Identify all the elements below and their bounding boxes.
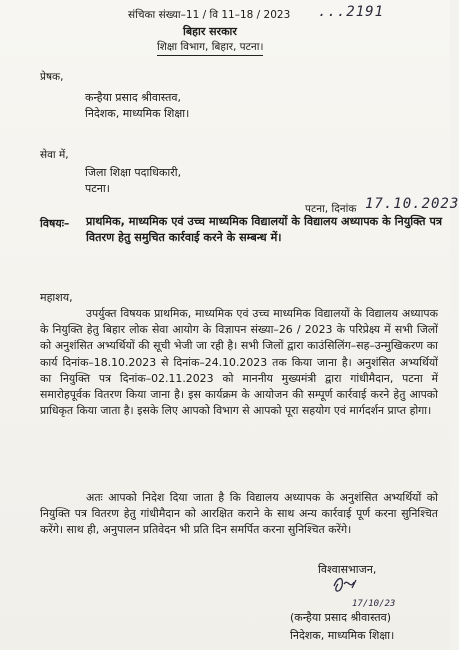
signatory-designation: निदेशक, माध्यमिक शिक्षा।: [290, 629, 395, 642]
recipient-place: पटना।: [85, 182, 110, 195]
recipient-name: जिला शिक्षा पदाधिकारी,: [85, 166, 182, 179]
government-heading: बिहार सरकार: [183, 25, 237, 38]
handwritten-date: 17.10.2023: [365, 196, 459, 212]
signature-date: 17/10/23: [352, 599, 396, 609]
sender-name: कन्हैया प्रसाद श्रीवास्तव,: [85, 91, 181, 104]
subject-label: विषयः–: [40, 217, 70, 230]
department-heading: शिक्षा विभाग, बिहार, पटना।: [157, 40, 263, 56]
sender-designation: निदेशक, माध्यमिक शिक्षा।: [85, 107, 190, 120]
signatory-name: (कन्हैया प्रसाद श्रीवास्तव): [290, 611, 392, 624]
body-paragraph-2: अतः आपको निदेश दिया जाता है कि विद्यालय अध्यापक के अनुशंसित अभ्यर्थियों को नियुक्ति पत्र वितरण हेतु गांधीमैदान को आरक्षित कराने के साथ अन्य कार्रवाई पूर्ण करना सुनिश्चित करेंगे। साथ ही, अनुपालन प्रतिवेदन भी प्रति दिन समर्पित करना सुनिश्चित करेंगे।: [40, 491, 438, 537]
valediction: विश्वासभाजन,: [318, 563, 377, 576]
sender-label: प्रेषक,: [40, 71, 64, 83]
date-label: पटना, दिनांक: [305, 203, 357, 215]
signature-image: [330, 572, 396, 612]
recipient-label: सेवा में,: [40, 149, 69, 161]
handwritten-reference: ...2191: [318, 4, 385, 20]
subject-text: प्राथमिक, माध्यमिक एवं उच्च माध्यमिक विद्यालयों के विद्यालय अध्यापक के नियुक्ति पत्र वितरण हेतु समुचित कार्रवाई करने के सम्बन्ध में।: [86, 215, 442, 244]
salutation: महाशय,: [40, 291, 73, 304]
reference-number: संचिका संख्या–11 / वि 11–18 / 2023: [128, 9, 291, 21]
body-paragraph-1: उपर्युक्त विषयक प्राथमिक, माध्यमिक एवं उच्च माध्यमिक विद्यालयों के विद्यालय अध्यापक के नियुक्ति हेतु बिहार लोक सेवा आयोग के विज्ञापन संख्या–26 / 2023 के परिप्रेक्ष्य में सभी जिलों को अनुशंसित अभ्यर्थियों की सूची भेजी जा रही है। सभी जिलों द्वारा काउंसिलिंग–सह–उन्मुखिकरण का कार्य दिनांक–18.10.2023 से दिनांक–24.10.2023 तक किया जाना है। अनुशंसित अभ्यर्थियों का नियुक्ति पत्र दिनांक–02.11.2023 को माननीय मुख्यमंत्री द्वारा गांधीमैदान, पटना में समारोहपूर्वक वितरण किया जाना है। इस कार्यक्रम के आयोजन की सम्पूर्ण कार्रवाई करने हेतु आपको प्राधिकृत किया जाता है। इसके लिए आपको विभाग से आपको पूरा सहयोग एवं मार्गदर्शन प्राप्त होगा।: [40, 307, 438, 418]
